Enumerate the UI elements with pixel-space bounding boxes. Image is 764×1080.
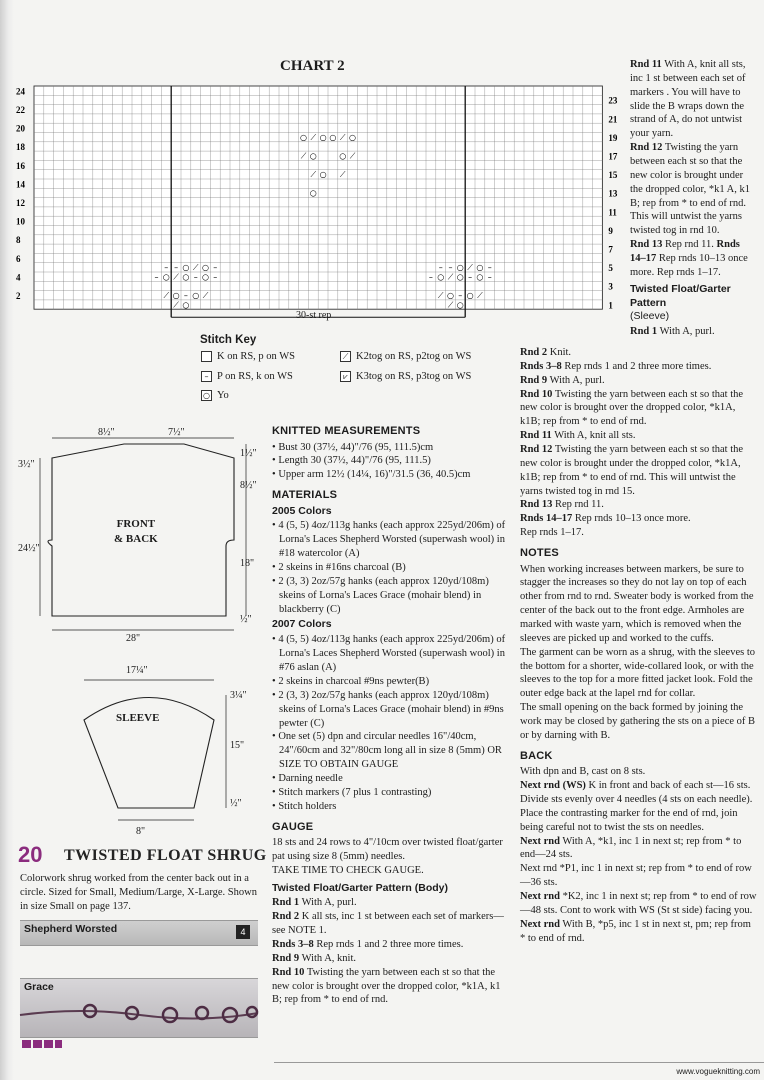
row-number-right: 17 [608,151,618,162]
project-intro: Colorwork shrug worked from the center back out in a circle. Sized for Small, Medium/Large, X-Large. Shown in size Small on page 137. [20,873,257,912]
chart-symbol: – [487,263,492,273]
row-number-right: 19 [608,132,618,143]
chart-symbol: ○ [476,263,484,273]
pattern-row: Rnds 14–17 Rep rnds 10–13 once more. [520,513,691,525]
chart-symbol: ○ [466,291,474,301]
row-number-right: 13 [608,188,618,199]
pattern-row: Rnd 12 Twisting the yarn between each st so that the new color is brought under the dropped color, *k1 A, k1 B; rep from * to end of rnd. This will untwist the yarns twisted tog in rnd 10. [630,142,751,237]
row-number-right: 1 [608,300,613,311]
sleeve-pattern-heading: Twisted Float/Garter Pattern (Sleeve) [630,282,731,323]
gauge-check: TAKE TIME TO CHECK GAUGE. [272,864,424,876]
key-knit: K on RS, p on WS [201,351,295,362]
chart-symbol: ○ [476,272,484,282]
row-number-left: 20 [16,123,25,134]
dim-right-1: 1½" [240,448,257,459]
back-intro: With dpn and B, cast on 8 sts. [520,766,646,778]
right-bottom-column [520,346,758,945]
chart-symbol: ○ [456,300,464,310]
material-item: • 2 skeins in charcoal #9ns pewter(B) [272,675,510,689]
dim-right-3: 18" [240,558,255,569]
row-number-left: 18 [16,142,25,153]
knitted-measurements-heading: KNITTED MEASUREMENTS [272,425,421,437]
colors-2007-list [272,633,510,813]
k3tog-symbol-icon: ⩗ [340,371,351,382]
chart-symbol: – [438,263,443,273]
dim-sleeve-bottom: 8" [136,826,146,837]
chart-symbol: ○ [456,272,464,282]
page-spine [0,0,14,1080]
footer-rule [274,1062,764,1063]
chart-symbol: ⟋ [310,132,317,142]
row-number-left: 10 [16,216,25,227]
key-k2tog: ⟋ K2tog on RS, p2tog on WS [340,351,471,362]
row-number-right: 9 [608,225,613,236]
key-k3tog: ⩗ K3tog on RS, p3tog on WS [340,371,471,382]
colors-2007-heading: 2007 Colors [272,618,332,631]
dim-left-tall: 24½" [18,543,40,554]
chart-symbol: ⟋ [339,132,346,142]
rep-all: Rep rnds 1–17. [520,527,584,539]
row-number-right: 23 [608,95,618,106]
row-number-right: 21 [608,114,618,125]
row-number-right: 3 [608,281,613,292]
dim-left-small: 3½" [18,459,35,470]
chart-symbol: ⟋ [192,263,199,273]
measurements-list [272,441,510,483]
chart-symbol: ○ [437,272,445,282]
chart-symbol: – [213,263,218,273]
pattern-row: Rnd 12 Twisting the yarn between each st so that the new color is brought under the dropped color, *k1A, k1B; rep from * to end of rnd. This will untwist the yarns twisted tog in rnd 15. [520,444,744,497]
row-number-right: 7 [608,244,613,255]
row-number-left: 2 [16,290,21,301]
chart-symbol: ○ [172,291,180,301]
chart-symbol: ○ [300,132,307,142]
row-number-left: 16 [16,160,25,171]
chart-symbol: ○ [202,263,209,273]
chart-symbol: – [213,272,218,282]
chart-symbol: ⟋ [467,263,473,273]
project-title: TWISTED FLOAT SHRUG [64,847,267,864]
dim-bottom: 28" [126,633,141,644]
chart-symbol: – [154,272,159,282]
material-item: • 2 skeins in #16ns charcoal (B) [272,561,510,575]
back-row: Next rnd With B, *p5, inc 1 st in next st, pm; rep from * to end of rnd. [520,918,751,944]
chart-symbol: ⟋ [447,300,454,310]
middle-column [272,420,510,1007]
chart-symbol: – [193,272,198,282]
chart-symbol: ○ [309,188,317,198]
dim-top-left: 8½" [98,427,115,438]
row-number-right: 11 [608,207,617,218]
material-item: • Darning needle [272,772,510,786]
chart-symbol: ⟋ [300,151,307,161]
chart-symbol: ○ [319,132,327,142]
chart-symbol: ○ [202,272,209,282]
row-numbers-right [608,96,618,311]
yarn-swatch-shepherd [20,920,258,946]
chart-symbol: – [487,272,492,282]
section-arrows-icon [22,1040,62,1048]
measurement-arm: • Upper arm 12½ (14¼, 16)"/31.5 (36, 40.5)cm [272,468,510,482]
material-item: • 4 (5, 5) 4oz/113g hanks (each approx 225yd/206m) of Lorna's Laces Shepherd Worsted (superwash wool) in #18 watercolor (A) [272,519,510,561]
material-item: • Stitch holders [272,800,510,814]
chart-symbol: ⟋ [310,170,317,180]
chart-symbol: ⟋ [477,291,483,301]
pattern-row: Rnds 3–8 Rep rnds 1 and 2 three more times. [272,939,464,951]
chart-symbol: – [164,263,169,273]
chart-symbol: ○ [349,132,356,142]
purl-symbol-icon: – [201,371,212,382]
chart-symbol: ○ [182,300,190,310]
note-paragraph: The small opening on the back formed by joining the work may be closed by gathering the sts on a piece of B or by darning with B. [520,702,756,741]
chart-symbol: ⟋ [163,291,170,301]
chart-symbol: ⟋ [339,170,346,180]
gauge-heading: GAUGE [272,820,314,833]
chart-grid [34,86,602,317]
sleeve-label: SLEEVE [116,712,160,724]
pattern-row: Rnd 13 Rep rnd 11. [520,499,604,511]
row-numbers-left [16,86,26,301]
material-item: • Stitch markers (7 plus 1 contrasting) [272,786,510,800]
chart-title: CHART 2 [280,58,345,74]
pattern-row: Rnd 9 With A, purl. [520,374,605,386]
yarn-name-shepherd: Shepherd Worsted [24,923,118,935]
row-number-left: 12 [16,197,25,208]
pattern-row: Rnd 13 Rep rnd 11. Rnds 14–17 Rep rnds 10–13 once more. Rep rnds 1–17. [630,239,748,278]
row-number-left: 22 [16,104,25,115]
key-purl: – P on RS, k on WS [201,371,293,382]
measurement-length: • Length 30 (37½, 44)"/76 (95, 111.5) [272,454,510,468]
gauge-text: 18 sts and 24 rows to 4"/10cm over twisted float/garter pat using size 8 (5mm) needles. [272,837,503,862]
chart-symbol: ○ [447,291,454,301]
chart-symbol: – [448,263,453,273]
row-number-right: 15 [608,170,618,181]
note-paragraph: When working increases between markers, be sure to stagger the increases so they do not lay on top of each other from rnd to rnd. Sweater body is worked from the center of the back out to the front edge. Armholes are marked with waste yarn, which is removed when the sleeves are picked up and worked to the cuffs. [520,563,754,644]
key-yo: ○ Yo [203,390,229,401]
stitch-key-title: Stitch Key [200,334,257,346]
knit-symbol-icon [201,351,212,362]
chart-symbol: – [468,272,473,282]
chart-symbol: ○ [182,272,190,282]
row-number-left: 4 [16,272,21,283]
pattern-row: Rnd 1 With A, purl. [272,897,357,909]
dim-sleeve-top: 17¼" [126,665,148,676]
yarn-swatch-grace [20,978,258,1038]
dim-right-4: ½" [240,614,252,625]
yarn-name-grace: Grace [24,981,54,993]
weight-badge-icon: 4 [236,925,250,939]
mohair-yarn-icon [20,993,258,1033]
colors-2005-list [272,519,510,616]
chart-symbol: – [428,272,433,282]
row-number-left: 8 [16,235,21,246]
back-row: Next rnd (WS) K in front and back of each st—16 sts. Divide sts evenly over 4 needles (4 sts on each needle). Place the contrasting marker for the end of rnd, join being careful not to twist the sts on needles. [520,780,753,833]
body-pattern-heading: Twisted Float/Garter Pattern (Body) [272,881,448,894]
pattern-row: Rnd 2 Knit. [520,347,572,358]
row-number-left: 24 [16,86,25,97]
chart-symbol: ○ [329,132,337,142]
chart-symbol: ⟋ [349,151,356,161]
material-item: • 4 (5, 5) 4oz/113g hanks (each approx 225yd/206m) of Lorna's Laces Shepherd Worsted (superwash wool) in #76 aslan (A) [272,633,510,675]
chart-symbol: ⟋ [437,291,444,301]
material-item: • 2 (3, 3) 2oz/57g hanks (each approx 120yd/108m) skeins of Lorna's Laces Grace (mohair blend) in #9ns pewter (C) [272,689,510,731]
footer-url: www.vogueknitting.com [676,1067,760,1076]
row-number-left: 14 [16,179,25,190]
project-number: 20 [18,842,43,867]
schematic-drawing [14,420,264,840]
front-back-label: FRONT & BACK [114,518,158,546]
row-number-left: 6 [16,253,21,264]
chart-symbol: ○ [339,151,347,161]
yarn-over-symbol-icon: ○ [201,390,212,401]
dim-sleeve-r3: ½" [230,798,242,809]
chart-symbol: ⟋ [173,300,179,310]
measurement-bust: • Bust 30 (37½, 44)"/76 (95, 111.5)cm [272,441,510,455]
back-heading: BACK [520,749,553,762]
material-item: • One set (5) dpn and circular needles 16"/40cm, 24"/60cm and 32"/80cm long all in size 8 (5mm) OR SIZE TO OBTAIN GAUGE [272,730,510,772]
chart-symbol: – [183,291,188,301]
row-number-right: 5 [608,263,613,274]
chart-symbol: ○ [309,151,317,161]
chart-symbol: ○ [456,263,464,273]
pattern-row: Rnd 10 Twisting the yarn between each st so that the new color is brought over the dropped color, *k1A, k1B; rep from * to end of rnd. [520,388,744,428]
repeat-label: 30-st rep [296,310,332,321]
material-item: • 2 (3, 3) 2oz/57g hanks (each approx 120yd/108m) skeins of Lorna's Laces Grace (mohair blend) in blackberry (C) [272,575,510,617]
notes-heading: NOTES [520,547,559,560]
materials-heading: MATERIALS [272,489,338,502]
chart-symbol: – [458,291,463,301]
chart-symbol: ⟋ [447,272,454,282]
pattern-row: Rnds 3–8 Rep rnds 1 and 2 three more times. [520,360,712,372]
chart-symbol: ○ [192,291,200,301]
chart-symbol: ○ [319,170,327,180]
chart-symbol: ○ [182,263,190,273]
pattern-row: Rnd 2 K all sts, inc 1 st between each set of markers—see NOTE 1. [272,911,504,937]
chart-symbol: ⟋ [202,291,209,301]
dim-top-right: 7½" [168,427,185,438]
chart-symbol: – [174,263,179,273]
dim-right-2: 8½" [240,480,257,491]
colors-2005-heading: 2005 Colors [272,504,332,517]
dim-sleeve-r1: 3¼" [230,690,247,701]
right-top-column [630,58,758,339]
pattern-row: Rnd 9 With A, knit. [272,952,356,964]
back-row: Next rnd With A, *k1, inc 1 in next st; rep from * to end—24 sts. [520,835,742,861]
pattern-row: Rnd 11 With A, knit all sts. [520,430,636,442]
dim-sleeve-r2: 15" [230,740,245,751]
pattern-row: Rnd 10 Twisting the yarn between each st so that the new color is brought over the dropped color, *k1A, k1 B; rep from * to end of rnd. [272,966,501,1006]
chart-symbol: ○ [162,272,170,282]
chart-symbol: ⟋ [173,272,179,282]
pattern-row: Rnd 11 With A, knit all sts, inc 1 st between each set of markers . You will have to slide the B wraps down the strand of A, do not untwist your yarn. [630,59,746,140]
k2tog-symbol-icon: ⟋ [340,351,351,362]
stitch-chart [14,78,616,324]
pattern-row: Rnd 1 With A, purl. [630,326,715,338]
back-row: Next rnd *K2, inc 1 in next st; rep from * to end of row—48 sts. Cont to work with WS (St st side) facing you. [520,890,757,916]
note-paragraph: The garment can be worn as a shrug, with the sleeves to the bottom for a shorter, wide-collared look, or with the sleeves to the top for a more fitted jacket look. Fold the outer edge back at the lapel rnd for collar. [520,646,756,700]
back-row: Next rnd *P1, inc 1 in next st; rep from * to end of row—36 sts. [520,863,752,889]
